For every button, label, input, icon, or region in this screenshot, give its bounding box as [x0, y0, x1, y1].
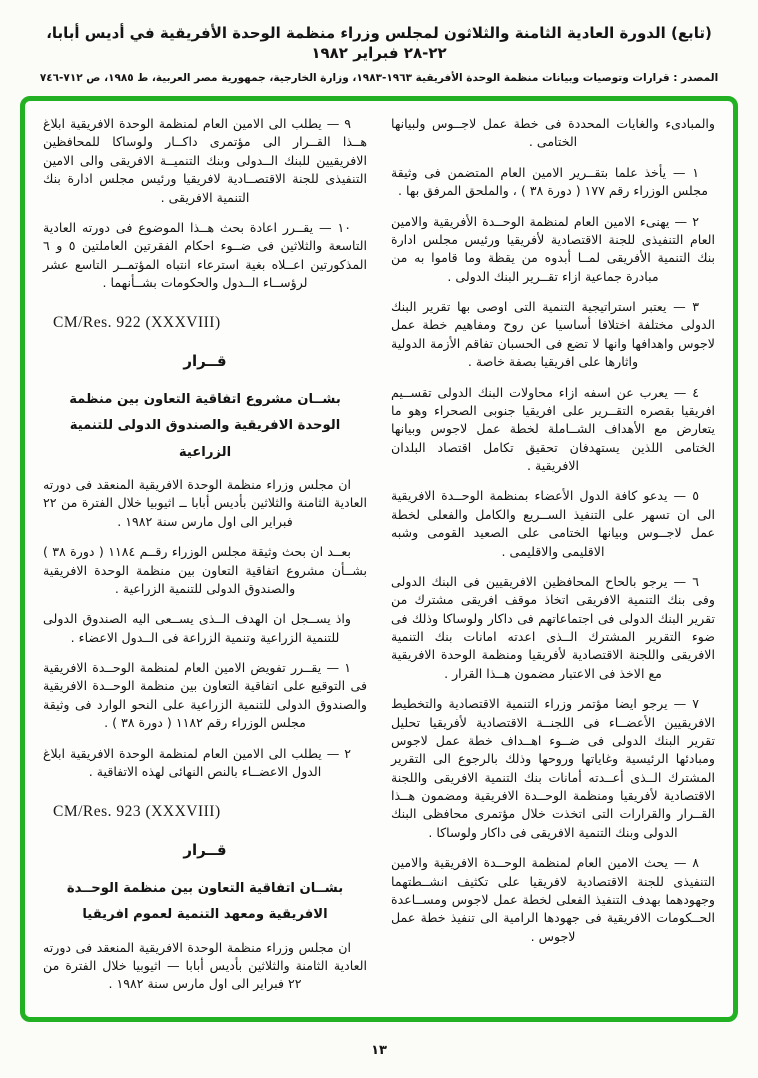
paragraph: ٩ — يطلب الى الامين العام لمنظمة الوحدة الافريقية ابلاغ هــذا القــرار الى مؤتمرى داكــار ولوساكا للمحافظين الافريقيين للبنك الــدولى وبنك التنميــة الافريقى والى الامين التنفيذى للجنة الاقتصــادية لافريقيا ورئيس مجلس ادارة بنك التنمية الافريقى . — [43, 116, 367, 205]
paragraph: ٤ — يعرب عن اسفه ازاء محاولات البنك الدولى تقســيم افريقيا بقصره التقــرير على افريقيا جنوبى الصحراء وهو ما يتعارض مع الأهداف الشــاملة لخطة عمل لاجوس وبيانها الختامى اللذين يستهدفان تحقيق تكامل اقتصاد البلدان الافريقية . — [391, 384, 715, 473]
resolution-heading: قــرار — [183, 840, 227, 859]
paragraph: ٢ — يهنىء الامين العام لمنظمة الوحــدة الأفريقية والامين العام التنفيذى للجنة الاقتصادية لأفريقيا ورئيس مجلس ادارة بنك التنمية الأفريقى لمــا أبدوه من يقظة وما قاموا به من مبادرة جماعية ازاء تقــرير البنك الدولى . — [391, 213, 715, 284]
paragraph: ٢ — يطلب الى الامين العام لمنظمة الوحدة الافريقية ابلاغ الدول الاعضــاء بالنص النهائى لهذه الاتفاقية . — [43, 745, 351, 779]
page-header — [0, 0, 758, 86]
paragraph: والمبادىء والغايات المحددة فى خطة عمل لاجــوس ولبيانها الختامى . — [391, 116, 715, 150]
source-line: المصدر : قرارات وتوصيات وبيانات منظمة الوحدة الأفريقية ١٩٦٣-١٩٨٣، وزارة الخارجية، جمهورية مصر العربية، ط ١٩٨٥، ص ٧١٢-٧٤٦ — [39, 72, 719, 84]
resolution-heading: قــرار — [183, 352, 227, 370]
paragraph: ٨ — يحث الامين العام لمنظمة الوحــدة الافريقية والامين التنفيذى للجنة الاقتصادية لافريقيا على تكثيف انشــطتهما وجهودهما بهدف التنفيذ الفعلى لخطة عمل لاجوس ومســاعدة الحــكومات الافريقية فى جهودها الرامية الى تنفيذ خطة عمل لاجوس . — [391, 855, 715, 944]
paragraph: ان مجلس وزراء منظمة الوحدة الافريقية المنعقد فى دورته العادية الثامنة والثلاثين بأديس أبابا — اثيوبيا خلال الفترة من ٢٢ فبراير الى اول مارس سنة ١٩٨٢ . — [43, 939, 367, 992]
resolution-code-923: CM/Res. 923 (XXXVIII) — [53, 803, 221, 821]
column-left — [43, 115, 367, 1007]
resolution-subject: بشــان اتفاقية التعاون بين منظمة الوحــدة الافريقية ومعهد التنمية لعموم افريقيا — [66, 880, 344, 923]
paragraph: ٦ — يرجو بالحاح المحافظين الافريقيين فى البنك الدولى وفى بنك التنمية الافريقى اتخاذ موقف افريقى مشترك من تقرير البنك الدولى فى اجتماعاتهم فى داكار ولوساكا وذلك فى ضوء التقرير المشترك الــذى اعدته امانات بنك التنمية الافريقى واللجنة الاقتصادية لأفريقيا ومنظمة الوحدة الافريقية مع الاخذ فى الاعتبار مضمون هــذا القرار . — [391, 573, 715, 681]
two-column-layout — [25, 101, 733, 1017]
paragraph: ١ — يأخذ علما بتقــرير الامين العام المتضمن فى وثيقة مجلس الوزراء رقم ١٧٧ ( دورة ٣٨ ) ، والملحق المرفق بها . — [391, 164, 708, 199]
paragraph: ان مجلس وزراء منظمة الوحدة الافريقية المنعقد فى دورته العادية الثامنة والثلاثين بأديس أبابا ــ اثيوبيا خلال الفترة من ٢٢ فبراير الى اول مارس سنة ١٩٨٢ . — [43, 477, 367, 529]
paragraph: واذ يســجل ان الهدف الــذى يســعى اليه الصندوق الدولى للتنمية الزراعية وتنمية الزراعة فى الــدول الاعضاء . — [43, 611, 351, 645]
paragraph: ١ — يقــرر تفويض الامين العام لمنظمة الوحــدة الافريقية فى التوقيع على اتفاقية التعاون بين منظمة الوحــدة الافريقية والصندوق الدولى للتنمية الزراعية على النحو الوارد فى وثيقة مجلس الوزراء رقم ١١٨٢ ( دورة ٣٨ ) . — [43, 660, 367, 731]
content-frame — [20, 96, 738, 1022]
resolution-subject: بشــان مشروع اتفاقية التعاون بين منظمة الوحدة الافريقية والصندوق الدولى للتنمية الزراعية — [69, 391, 341, 460]
paragraph: ١٠ — يقــرر اعادة بحث هــذا الموضوع فى دورته العادية التاسعة والثلاثين فى ضــوء احكام الفقرتين العاملتين ٥ و ٦ المذكورتين اعــلاه بغية استرعاء انتباه المؤتمــر التاسع عشر لرؤســاء الــدول والحكومات بشــأنهما . — [43, 219, 367, 290]
column-right — [391, 115, 715, 1007]
paragraph: ٣ — يعتبر استراتيجية التنمية التى اوصى بها تقرير البنك الدولى مختلفة اختلافا أساسيا عن روح ومفاهيم خطة عمل لاجوس واهدافها وانها لا تضع فى الحسبان تفاقم الأزمة الدولية واثارها على افريقيا بصفة خاصة . — [391, 299, 715, 370]
paragraph: ٧ — يرجو ايضا مؤتمر وزراء التنمية الاقتصادية والتخطيط الافريقيين الأعضــاء فى اللجنــة الاقتصادية لأفريقيا تحليل تقرير البنك الدولى فى ضــوء اهــداف خطة عمل لاجوس ومبادئها الرئيسية وغاياتها وروحها وذلك بالرجوع الى التقرير المشترك الــذى أعــدته أمانات بنك التنمية الافريقى واللجنة الاقتصادية لأفريقيا ومنظمة الوحــدة الافريقية ومضمون هــذا القــرار والقرارات التى اتخذت خلال مؤتمرى محافظى البنك الدولى وبنك التنمية الافريقى فى داكار ولوساكا . — [391, 696, 715, 840]
paragraph: بعــد ان بحث وثيقة مجلس الوزراء رقــم ١١٨٤ ( دورة ٣٨ ) بشــأن مشروع اتفاقية التعاون بين منظمة الوحدة الافريقية والصندوق الدولى للتنمية الزراعية . — [43, 544, 367, 596]
resolution-code-922: CM/Res. 922 (XXXVIII) — [53, 314, 221, 332]
paragraph: ٥ — يدعو كافة الدول الأعضاء بمنظمة الوحــدة الافريقية الى ان تسهر على التنفيذ الســريع والكامل والفعلى لخطة عمل لاجــوس وبيانها الختامى على الصعيد القومى وشبه الاقليمى والاقليمى . — [391, 488, 715, 559]
session-title: (تابع) الدورة العادية الثامنة والثلاثون لمجلس وزراء منظمة الوحدة الأفريقية في أديس أبابا، ٢٢-٢٨ فبراير ١٩٨٢ — [46, 24, 712, 62]
page-number: ١٣ — [371, 1043, 387, 1058]
